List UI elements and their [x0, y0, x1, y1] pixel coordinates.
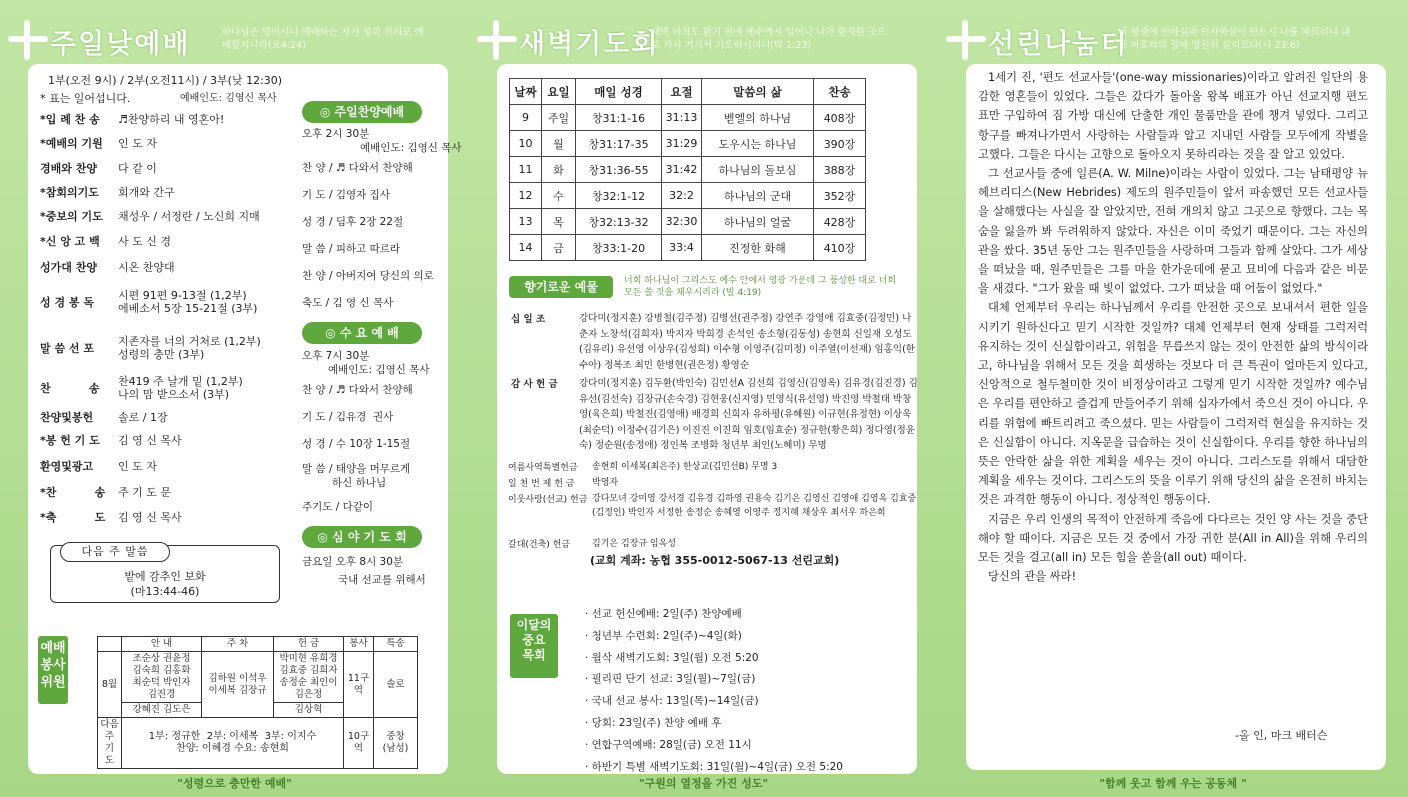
table-row: [510, 209, 866, 235]
list-item: · 청년부 수련회: 2일(주)~4일(화): [585, 629, 742, 642]
order-item: [40, 113, 300, 126]
order-value: 김 영 신 목사: [118, 434, 182, 447]
order-item: [40, 411, 300, 424]
section-verse: 내 평생에 선하심과 인자하심이 반드시 나를 따르리니 내가 여호와의 집에 영원히 살리로다(시 23:6): [1118, 27, 1351, 51]
table-cell: 11: [510, 157, 542, 183]
list-item: · 필리핀 단기 선교: 3일(월)~7일(금): [585, 673, 756, 686]
panel-footer: "성령으로 충만한 예배": [177, 777, 292, 790]
table-cell: 390장: [814, 131, 866, 157]
order-value: 다 같 이: [118, 162, 157, 175]
order-item: [40, 235, 300, 248]
table-cell: 진정한 화해: [702, 235, 814, 261]
table-cell: 32:2: [662, 183, 702, 209]
program-row: 성 경 / 수 10장 1-15절: [302, 438, 411, 450]
table-cell: 하나님의 군대: [702, 183, 814, 209]
cross-icon: [8, 20, 48, 60]
volunteers-label: 예배 봉사 위원: [38, 636, 68, 704]
night-prayer-title: ◎ 심 야 기 도 회: [302, 526, 422, 548]
section-title: 선린나눔터: [988, 29, 1129, 60]
worship-panel: [0, 0, 469, 797]
dawn-header: 말씀의 삶: [702, 79, 814, 105]
order-value: 김 영 신 목사: [118, 511, 182, 524]
table-cell: 도우시는 하나님: [702, 131, 814, 157]
dawn-header: 매일 성경: [576, 79, 662, 105]
order-value: 시편 91편 9-13절 (1,2부) 에베소서 5장 15-21절 (3부): [118, 289, 258, 315]
program-row: 기 도 / 김유경 권사: [302, 411, 394, 423]
order-label: 찬 송: [40, 381, 100, 395]
section-header: [938, 14, 1408, 60]
table-cell: 창31:1-16: [576, 105, 662, 131]
table-cell: 월: [542, 131, 576, 157]
order-item: [40, 375, 300, 401]
night-prayer-block: [302, 555, 426, 587]
table-cell: 주일: [542, 105, 576, 131]
order-label: 환영및광고: [40, 460, 94, 473]
table-cell: 하나님의 돌보심: [702, 157, 814, 183]
sunday-praise-title: ◎ 주일찬양예배: [302, 101, 422, 123]
order-item: [40, 210, 300, 223]
order-item: [40, 335, 300, 361]
program-row: 찬 양 / 아버지여 당신의 의로: [302, 270, 434, 282]
tithe-names: 강다미(정지훈) 강병철(김주정) 김병선(권주정) 강연주 강영애 김효중(김정민) 나춘자 노창석(김희자) 박지자 박희경 손석인 송소형(김동성) 송현희 신일재 오성도(김유리) 유선영 이상우(김성희) 이수형 이영주(김미정) 이주열(이선재) 임홍익(한수아) 정복조 최민 한병현(권은정) 황영순: [579, 313, 915, 371]
order-label: 경배와 찬양: [40, 162, 97, 175]
table-cell: 창31:17-35: [576, 131, 662, 157]
program-row: 성 경 / 딤후 2장 22절: [302, 216, 404, 228]
program-row: 찬 양 / ♬ 다와서 찬양해: [302, 384, 413, 396]
table-cell: 창31:36-55: [576, 157, 662, 183]
order-item: [40, 486, 300, 499]
thanks-label: 감 사 헌 금: [511, 379, 558, 390]
section-verse: 새벽 아직도 밝기 전에 예수께서 일어나 나가 한적한 곳으로 가서 거기서 기도하시더니(막 1:23): [651, 27, 887, 51]
order-value: 인 도 자: [118, 137, 157, 150]
essay-paragraph: 지금은 우리 인생의 목적이 안전하게 죽음에 다다르는 것인 양 사는 것을 중단해야 할 때이다. 지금은 모든 것 중에서 가장 귀한 분(All in All)을 위해 우리의 모든 것을 걸고(all in) 모든 힘을 쏟을(all out) 때이다.: [978, 512, 1368, 565]
order-item: [40, 137, 300, 150]
wednesday-title: ◎ 수 요 예 배: [302, 322, 422, 344]
table-cell: 33:4: [662, 235, 702, 261]
table-cell: 410장: [814, 235, 866, 261]
program-row: 주기도 / 다같이: [302, 501, 374, 513]
sunday-praise-leader: 예배인도: 김영신 목사: [360, 142, 462, 154]
night-prayer-time: 금요일 오후 8시 30분: [302, 556, 404, 568]
essay-paragraph: 그 선교사들 중에 일른(A. W. Milne)이라는 사람이 있었다. 그는 남태평양 뉴헤브리디스(New Hebrides) 제도의 원주민들이 앞서 파송했던 모든 선교사들을 살해했다는 사실을 잘 알았지만, 전혀 개의치 않고 그곳으로 향했다. 그는 목숨을 잃을까 봐 두려워하지 않았다. 자신은 이미 죽었기 때문이다. 그는 자신의 관을 쌌다. 35년 동안 그는 원주민들을 사랑하며 그들과 함께 살았다. 그가 세상을 떠났을 때, 원주민들은 그를 마을 한가운데에 묻고 묘비에 다음과 같은 비문을 새겼다. "그가 왔을 때 빛이 없었다. 그가 떠났을 때 어둠이 없었다.": [978, 167, 1368, 296]
panel-footer: "함께 웃고 함께 우는 공동체 ": [1099, 777, 1247, 790]
wednesday-rows: [302, 377, 430, 521]
tithe-label: 십 일 조: [511, 314, 546, 325]
order-value: 회개와 간구: [118, 186, 175, 199]
table-row: [510, 183, 866, 209]
list-item: · 국내 선교 봉사: 13일(목)~14일(금): [585, 695, 759, 708]
essay-byline: -올 인, 마크 배터슨: [1235, 729, 1328, 742]
next-week-title: 다음 주 말씀: [60, 542, 170, 562]
essay-paragraph: 당신의 관을 싸라!: [988, 570, 1077, 584]
news-label: 이달의 중요 목회: [510, 614, 558, 678]
table-cell: 창32:13-32: [576, 209, 662, 235]
order-item: [40, 186, 300, 199]
order-label: *예배의 기원: [40, 137, 103, 150]
order-value: 지존자를 너의 거처로 (1,2부) 성령의 충만 (3부): [118, 335, 261, 361]
order-item: [40, 162, 300, 175]
offering-title: 향기로운 예물: [509, 276, 613, 298]
panel-footer: "구원의 열정을 가진 성도": [638, 777, 769, 790]
table-cell: 31:13: [662, 105, 702, 131]
sunday-praise-rows: [302, 155, 462, 317]
program-row: 축도 / 김 영 신 목사: [302, 297, 394, 309]
order-value: 인 도 자: [118, 460, 157, 473]
next-week-text: 밭에 감추인 보화 (마13:44-46): [124, 570, 206, 598]
order-value: 찬419 주 날개 밑 (1,2부) 나의 맘 받으소서 (3부): [118, 375, 243, 401]
dawn-prayer-table: [509, 78, 866, 261]
sunday-praise-block: [302, 127, 462, 317]
order-label: 성가대 찬양: [40, 261, 97, 274]
order-value: 시온 찬양대: [118, 261, 175, 274]
list-item: · 하반기 특별 새벽기도회: 31일(월)~4일(금) 오전 5:20: [585, 760, 843, 773]
table-cell: 목: [542, 209, 576, 235]
service-times: 1부(오전 9시) / 2부(오전11시) / 3부(낮 12:30): [48, 74, 283, 87]
wednesday-block: [302, 349, 430, 521]
order-value: 주 기 도 문: [118, 486, 171, 499]
order-item: [40, 434, 300, 447]
order-label: *봉 헌 기 도: [40, 434, 100, 447]
leaf-icon: ◎: [317, 530, 332, 544]
table-cell: 12: [510, 183, 542, 209]
table-cell: 수: [542, 183, 576, 209]
section-header: [469, 14, 938, 60]
section-title: 주일낮예배: [50, 29, 191, 60]
order-label: *참회의기도: [40, 186, 99, 199]
news-list: [585, 604, 843, 778]
wednesday-leader: 예배인도: 김영신 목사: [328, 364, 430, 376]
order-value: 채성우 / 서정란 / 노신희 지매: [118, 210, 260, 223]
order-item: [40, 511, 300, 524]
order-label: * 표는 일어섭니다.: [40, 92, 131, 105]
order-label: *중보의 기도: [40, 210, 103, 223]
sunday-praise-time: 오후 2시 30분: [302, 128, 370, 140]
section-header: [0, 14, 469, 60]
table-cell: 428장: [814, 209, 866, 235]
order-label: 말 씀 선 포: [40, 341, 94, 355]
table-cell: 31:29: [662, 131, 702, 157]
table-row: [510, 157, 866, 183]
cross-icon: [946, 20, 986, 60]
leaf-icon: ◎: [319, 105, 335, 119]
table-cell: 화: [542, 157, 576, 183]
table-row: [510, 235, 866, 261]
list-item: · 당회: 23일(주) 찬양 예배 후: [585, 716, 722, 729]
order-value: 사 도 신 경: [118, 235, 171, 248]
table-cell: 32:30: [662, 209, 702, 235]
table-cell: 금: [542, 235, 576, 261]
order-label: 성 경 봉 독: [40, 295, 94, 309]
order-label: *입 례 찬 송: [40, 113, 100, 126]
dawn-header: 요절: [662, 79, 702, 105]
night-prayer-desc: 국내 선교를 위해서: [338, 574, 426, 586]
order-label: *축 도: [40, 511, 106, 524]
program-row: 기 도 / 김영자 집사: [302, 189, 390, 201]
wednesday-time: 오후 7시 30분: [302, 350, 370, 362]
list-item: · 선교 헌신예배: 2일(주) 찬양예배: [585, 608, 742, 620]
order-item: [40, 289, 300, 315]
table-cell: 14: [510, 235, 542, 261]
table-cell: 하나님의 얼굴: [702, 209, 814, 235]
order-item: [40, 261, 300, 274]
table-row: [510, 105, 866, 131]
section-verse: 하나님은 영이시니 예배하는 자가 영과 진리로 예배할지니라(요4:24): [222, 27, 424, 51]
order-value: ♬찬양하리 내 영혼아!: [118, 113, 225, 126]
table-cell: 31:42: [662, 157, 702, 183]
bank-account: (교회 계좌: 농협 355-0012-5067-13 선린교회): [590, 554, 840, 567]
table-cell: 9: [510, 105, 542, 131]
dawn-header: 요일: [542, 79, 576, 105]
table-cell: 13: [510, 209, 542, 235]
list-item: · 연합구역예배: 28일(금) 오전 11시: [585, 738, 752, 751]
thanks-names: 강다미(정지훈) 김두환(박인숙) 김민선A 김선희 김영신(김영옥) 김유경(김진경) 김유선(김선숙) 김장규(손숙경) 김현웅(신지영) 민영식(유선영) 박진영 박철태 박창영(육은희) 박철진(김영애) 배경희 신희자 유하평(유혜원) 이규현(유정현) 이상욱(최순덕) 이정수(김기은) 이진진 이진희 임호(임효순) 정규한(황은희) 정다영(정윤숙) 정순원(송정애) 정인복 조병화 청년부 최인(노혜미) 무명: [579, 378, 918, 451]
order-value: 솔로 / 1장: [118, 411, 168, 424]
table-cell: 창33:1-20: [576, 235, 662, 261]
volunteers-table: 안 내 주 차 헌 금 봉사 특송 8월 조순상 권윤정 김숙희 김홍화 최순덕 박인자 김진경 김하원 이석우 이세복 김장규 박미현 유희경 김효중 김희자 송정순 최인이 김은정 11구역 솔로 강혜진 김도은 김상혁 다음주 기 도 1부: 정규한 2부: 이세복 3부: 이지수 찬양: 이혜경 수요: 송현희 10구역 중창 (남성): [97, 636, 418, 769]
table-cell: 388장: [814, 157, 866, 183]
program-row: 말 씀 / 태양을 머무르게 하신 하나님: [302, 463, 411, 489]
dawn-header: 날짜: [510, 79, 542, 105]
table-cell: 352장: [814, 183, 866, 209]
order-label: *신 앙 고 백: [40, 235, 100, 248]
dawn-header: 찬송: [814, 79, 866, 105]
program-row: 말 씀 / 피하고 따르라: [302, 243, 401, 255]
leaf-icon: ◎: [325, 326, 340, 340]
table-cell: 벧엘의 하나님: [702, 105, 814, 131]
order-label: *찬 송: [40, 486, 106, 499]
cross-icon: [477, 20, 517, 60]
order-label: 찬양및봉헌: [40, 411, 94, 424]
table-cell: 10: [510, 131, 542, 157]
order-value: 예배인도: 김영신 목사: [180, 93, 277, 104]
table-row: [510, 131, 866, 157]
list-item: · 월삭 새벽기도회: 3일(월) 오전 5:20: [585, 651, 759, 664]
essay-paragraph: 대체 언제부터 우리는 하나님께서 우리를 안전한 곳으로 보내셔서 편한 일을 시키기 원하신다고 믿기 시작한 것일까? 대체 언제부터 현재 상태를 그럭저럭 유지하는 것이 신실함이라고, 위험을 무릅쓰지 않는 것이 안전한 삶의 방식이라고, 하나님을 위해서 모든 것을 희생하는 것보다 더 큰 특권이 얼마든지 있다고, 신앙적으로 철두철미한 것이 비정상이라고 그렇게 믿기 시작한 것일까? 예수님은 우리를 편안하고 즐겁게 만들어주기 위해 십자가에서 죽으신 것이 아니다. 우리를 위험에 빠트리려고 죽으셨다. 믿는 사람들이 그럭저럭 현실을 유지하는 것은 신실함이 아니다. 지옥문을 급습하는 것이 신실함이다. 우리를 향한 하나님의 뜻은 안락한 삶을 위한 계획을 세우는 것이 아니다. 그리스도를 위해서 대담한 계획을 세우는 것이다. 그리스도의 뜻을 이루기 위해 당신의 삶을 온전히 바치는 것은 과격한 행동이 아니다. 정상적인 행동이다.: [978, 301, 1368, 507]
table-cell: 408장: [814, 105, 866, 131]
order-item: [40, 460, 300, 473]
section-title: 새벽기도회: [519, 29, 660, 60]
order-item: [40, 92, 300, 105]
program-row: 찬 양 / ♬ 다와서 찬양해: [302, 162, 413, 174]
table-cell: 창32:1-12: [576, 183, 662, 209]
offering-verse: 너희 하나님이 그리스도 예수 안에서 영광 가운데 그 풍성한 대로 너희 모든 쓸 것을 채우시리라 (빌 4:19): [624, 276, 897, 298]
essay-paragraph: 1세기 진, '편도 선교사들'(one-way missionaries)이라고 알려진 일단의 용감한 영혼들이 있었다. 그들은 갔다가 돌아올 왕복 배표가 아닌 선교지행 편도 표만 구입하여 짐 가방 대신에 단출한 개인 물품만을 관에 챙겨 넣었다. 그리고 항구를 빠져나가면서 사랑하는 사람들과 알고 지내던 사람들 모두에게 작별을 고했다. 그들은 다시는 고향으로 돌아오지 못하리라는 것을 잘 알고 있었다.: [978, 71, 1368, 161]
essay-body: [978, 68, 1368, 586]
